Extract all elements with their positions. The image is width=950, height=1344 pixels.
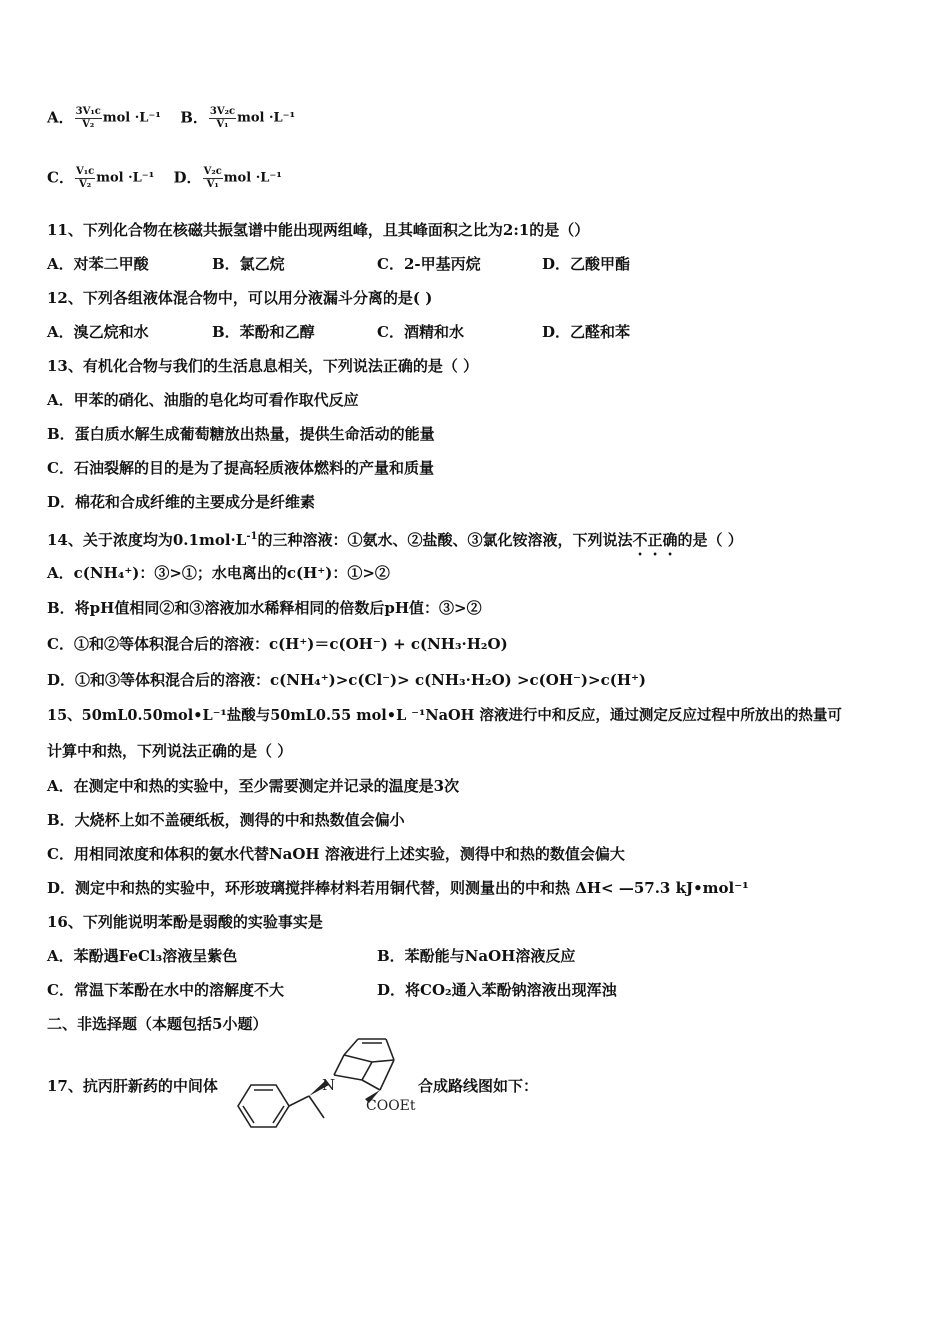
q16-option-a: A．苯酚遇FeCl₃溶液呈紫色 (47, 947, 238, 965)
nitrogen-label: N (322, 1076, 336, 1094)
q16-option-d: D．将CO₂通入苯酚钠溶液出现浑浊 (377, 981, 617, 999)
q14-option-c: C．①和②等体积混合后的溶液：c(H⁺)＝c(OH⁻) + c(NH₃·H₂O) (47, 635, 508, 653)
benzene-ring (238, 1085, 289, 1127)
q11-option-d: D．乙酸甲酯 (542, 255, 631, 273)
q17-stem-pre: 17、抗丙肝新药的中间体 (47, 1077, 218, 1095)
bond (386, 1039, 394, 1060)
q12-option-c: C．酒精和水 (377, 323, 464, 341)
q12-option-a: A．溴乙烷和水 (47, 323, 149, 341)
fraction: $\frac{\text{3V₂c}}{\text{V₁}}$ (209, 106, 236, 130)
q10-options-cd (47, 166, 282, 191)
q11-option-c: C．2-甲基丙烷 (377, 255, 481, 273)
bond (334, 1075, 362, 1080)
q16-stem: 16、下列能说明苯酚是弱酸的实验事实是 (47, 913, 323, 931)
q14-option-d: D．①和③等体积混合后的溶液：c(NH₄⁺)>c(Cl⁻)> c(NH₃·H₂O) >c(OH⁻)>c(H⁺) (47, 671, 647, 689)
double-bond (273, 1106, 284, 1123)
q13-option-c: C．石油裂解的目的是为了提高轻质液体燃料的产量和质量 (47, 459, 434, 477)
q15-option-b: B．大烧杯上如不盖硬纸板，测得的中和热数值会偏小 (47, 811, 405, 829)
q16-options-ab (47, 946, 575, 966)
section-heading: 二、非选择题（本题包括5小题） (47, 1015, 268, 1033)
q13-option-b: B．蛋白质水解生成葡萄糖放出热量，提供生命活动的能量 (47, 425, 435, 443)
double-bond (243, 1106, 254, 1123)
q12-option-b: B．苯酚和乙醇 (212, 323, 315, 341)
q11-options (47, 254, 630, 274)
q15-option-c: C．用相同浓度和体积的氨水代替NaOH 溶液进行上述实验，测得中和热的数值会偏大 (47, 845, 625, 863)
q14-option-b: B．将pH值相同②和③溶液加水稀释相同的倍数后pH值：③>② (47, 599, 482, 617)
bond (344, 1039, 358, 1055)
q15-option-d: D．测定中和热的实验中，环形玻璃搅拌棒材料若用铜代替，则测量出的中和热 ΔH< —57.3 kJ•mol⁻¹ (47, 879, 749, 897)
q12-option-d: D．乙醛和苯 (542, 323, 631, 341)
q16-options-cd (47, 980, 617, 1000)
q15-stem-line1: 15、50mL0.50mol•L⁻¹盐酸与50mL0.55 mol•L ⁻¹NaOH 溶液进行中和反应，通过测定反应过程中所放出的热量可 (47, 707, 842, 724)
ester-label: COOEt (366, 1098, 416, 1114)
bond (380, 1060, 394, 1090)
bond (334, 1055, 344, 1075)
chemical-structure-image (230, 1030, 418, 1134)
q13-stem: 13、有机化合物与我们的生活息息相关，下列说法正确的是（ ） (47, 357, 479, 375)
q15-option-a: A．在测定中和热的实验中，至少需要测定并记录的温度是3次 (47, 777, 460, 795)
q11-option-a: A．对苯二甲酸 (47, 255, 149, 273)
q13-option-d: D．棉花和合成纤维的主要成分是纤维素 (47, 493, 316, 511)
fraction: $\frac{\text{3V₁c}}{\text{V₂}}$ (75, 106, 101, 130)
q10-option-b: B． $\frac{\text{3V₂c}}{\text{V₁}}$ mol ·L⁻¹ (180, 106, 296, 130)
q10-option-d: D． $\frac{\text{V₂c}}{\text{V₁}}$ mol ·L⁻¹ (173, 166, 282, 190)
q12-stem: 12、下列各组液体混合物中，可以用分液漏斗分离的是( ) (47, 289, 433, 307)
q14-stem: 14、关于浓度均为$0.1mol\cdot L^{-1}$的三种溶液：①氨水、②盐酸、③氯化铵溶液，下列说法不正确的是（ ） (47, 531, 743, 549)
bond (344, 1055, 372, 1062)
bond (372, 1060, 394, 1062)
bridge-bond (362, 1062, 372, 1080)
emphasized-text: 不正确 (632, 531, 678, 549)
q10-option-a: A． $\frac{\text{3V₁c}}{\text{V₂}}$ mol ·L⁻¹ (47, 106, 161, 130)
bond (289, 1096, 309, 1106)
q10-option-c: C． $\frac{\text{V₁c}}{\text{V₂}}$ mol ·L⁻¹ (47, 166, 155, 190)
q15-stem-line2: 计算中和热，下列说法正确的是（ ） (47, 742, 293, 760)
q12-options (47, 322, 630, 342)
q13-option-a: A．甲苯的硝化、油脂的皂化均可看作取代反应 (47, 391, 359, 409)
q14-option-a: A．c(NH₄⁺)：③>①；水电离出的c(H⁺)：①>② (47, 564, 390, 582)
fraction: $\frac{\text{V₂c}}{\text{V₁}}$ (203, 166, 222, 190)
q16-option-b: B．苯酚能与NaOH溶液反应 (377, 947, 576, 965)
q10-options-ab (47, 106, 295, 131)
q11-stem: 11、下列化合物在核磁共振氢谱中能出现两组峰，且其峰面积之比为2:1的是（） (47, 221, 590, 239)
q11-option-b: B．氯乙烷 (212, 255, 285, 273)
q17-stem-post: 合成路线图如下： (418, 1077, 539, 1095)
methyl-bond (309, 1096, 324, 1118)
fraction: $\frac{\text{V₁c}}{\text{V₂}}$ (75, 166, 95, 190)
q16-option-c: C．常温下苯酚在水中的溶解度不大 (47, 981, 284, 999)
bond (362, 1080, 380, 1090)
